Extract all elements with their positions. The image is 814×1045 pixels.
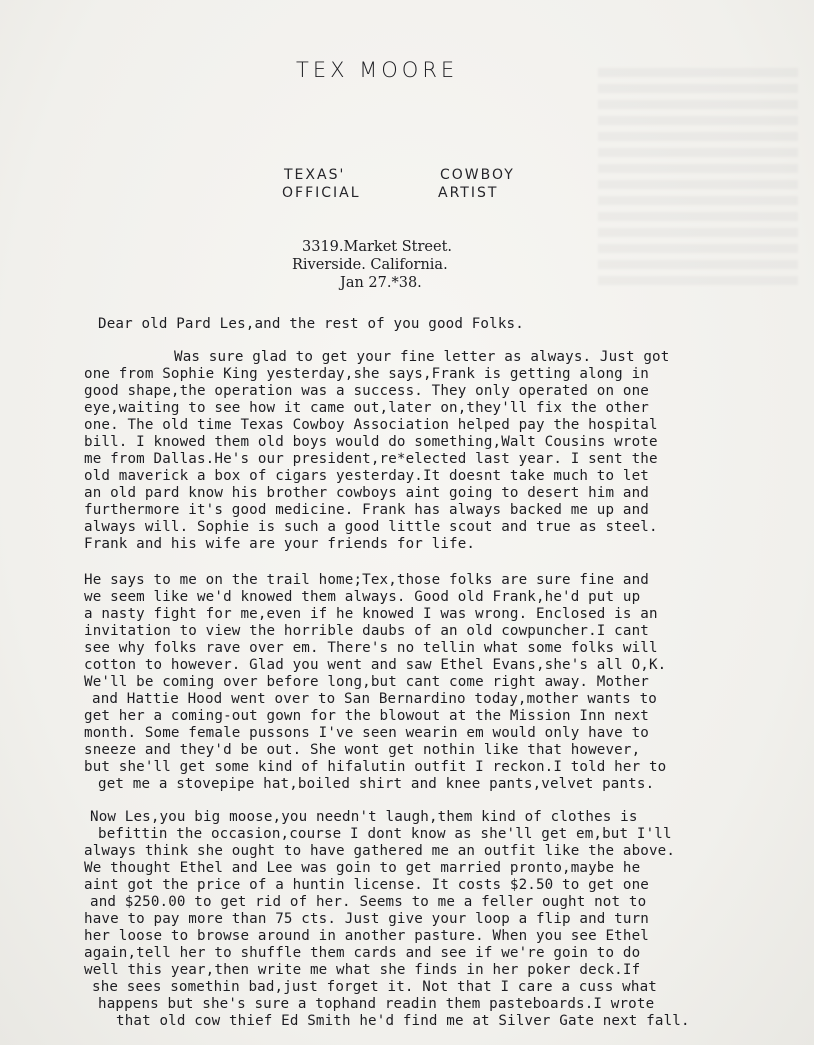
paragraph-line: and Hattie Hood went over to San Bernardino today,mother wants to — [92, 691, 657, 707]
paragraph-line: furthermore it's good medicine. Frank has always backed me up and — [84, 502, 649, 518]
address-city: Riverside. California. — [292, 257, 448, 273]
paragraph-line: one. The old time Texas Cowboy Association helped pay the hospital — [84, 417, 658, 433]
paragraph-line: good shape,the operation was a success. They only operated on one — [84, 383, 649, 399]
paragraph-line: we seem like we'd knowed them always. Good old Frank,he'd put up — [84, 589, 641, 605]
paragraph-line: old maverick a box of cigars yesterday.It doesnt take much to let — [84, 468, 649, 484]
paragraph-line: a nasty fight for me,even if he knowed I was wrong. Enclosed is an — [84, 606, 658, 622]
paragraph-line: We thought Ethel and Lee was goin to get married pronto,maybe he — [84, 860, 641, 876]
paragraph-line: get me a stovepipe hat,boiled shirt and knee pants,velvet pants. — [98, 776, 655, 792]
sender-address — [292, 238, 452, 292]
letterhead-artist: ARTIST — [438, 185, 499, 201]
paragraph-line: happens but she's sure a tophand readin them pasteboards.I wrote — [98, 996, 655, 1012]
paragraph-line: Now Les,you big moose,you needn't laugh,them kind of clothes is — [90, 809, 638, 825]
paragraph-line: He says to me on the trail home;Tex,those folks are sure fine and — [84, 572, 649, 588]
paragraph-line: but she'll get some kind of hifalutin outfit I reckon.I told her to — [84, 759, 667, 775]
paragraph-line: bill. I knowed them old boys would do something,Walt Cousins wrote — [84, 434, 658, 450]
paragraph-line: Was sure glad to get your fine letter as always. Just got — [174, 349, 670, 365]
paragraph-line: We'll be coming over before long,but cant come right away. Mother — [84, 674, 649, 690]
letterhead-tagline-left — [282, 166, 392, 202]
letterhead-texas: TEXAS' — [284, 167, 346, 183]
paragraph-line: invitation to view the horrible daubs of an old cowpuncher.I cant — [84, 623, 649, 639]
letterhead-official: OFFICIAL — [282, 185, 361, 201]
paragraph-line: always will. Sophie is such a good little scout and true as steel. — [84, 519, 658, 535]
salutation: Dear old Pard Les,and the rest of you good Folks. — [98, 316, 524, 332]
paragraph-line: an old pard know his brother cowboys aint going to desert him and — [84, 485, 649, 501]
paragraph-line: cotton to however. Glad you went and saw Ethel Evans,she's all O,K. — [84, 657, 667, 673]
paragraph-line: see why folks rave over em. There's no tellin what some folks will — [84, 640, 658, 656]
paragraph-line: befittin the occasion,course I dont know as she'll get em,but I'll — [98, 826, 672, 842]
paragraph-line: Frank and his wife are your friends for life. — [84, 536, 476, 552]
letterhead-name: TEX MOORE — [296, 58, 459, 82]
paragraph-line: eye,waiting to see how it came out,later on,they'll fix the other — [84, 400, 649, 416]
paragraph-line: sneeze and they'd be out. She wont get nothin like that however, — [84, 742, 641, 758]
address-street: 3319.Market Street. — [302, 239, 453, 255]
paragraph-line: month. Some female pussons I've seen wearin em would only have to — [84, 725, 649, 741]
paragraph-line: her loose to browse around in another pasture. When you see Ethel — [84, 928, 649, 944]
paragraph-line: have to pay more than 75 cts. Just give your loop a flip and turn — [84, 911, 649, 927]
paragraph-line: always think she ought to have gathered me an outfit like the above. — [84, 843, 676, 859]
letterhead-cowboy: COWBOY — [440, 167, 515, 183]
paragraph-line: that old cow thief Ed Smith he'd find me at Silver Gate next fall. — [116, 1013, 690, 1029]
paragraph-line: me from Dallas.He's our president,re*elected last year. I sent the — [84, 451, 658, 467]
paragraph-line: aint got the price of a huntin license. It costs $2.50 to get one — [84, 877, 649, 893]
paragraph-line: she sees somethin bad,just forget it. Not that I care a cuss what — [92, 979, 657, 995]
letterhead-tagline-right — [438, 166, 548, 202]
paragraph-line: again,tell her to shuffle them cards and see if we're goin to do — [84, 945, 641, 961]
paragraph-line: get her a coming-out gown for the blowout at the Mission Inn next — [84, 708, 649, 724]
reverse-side-bleed-through — [598, 68, 798, 288]
paragraph-line: and $250.00 to get rid of her. Seems to me a feller ought not to — [90, 894, 647, 910]
paragraph-line: one from Sophie King yesterday,she says,Frank is getting along in — [84, 366, 649, 382]
letter-date: Jan 27.*38. — [340, 275, 422, 291]
paragraph-line: well this year,then write me what she finds in her poker deck.If — [84, 962, 641, 978]
